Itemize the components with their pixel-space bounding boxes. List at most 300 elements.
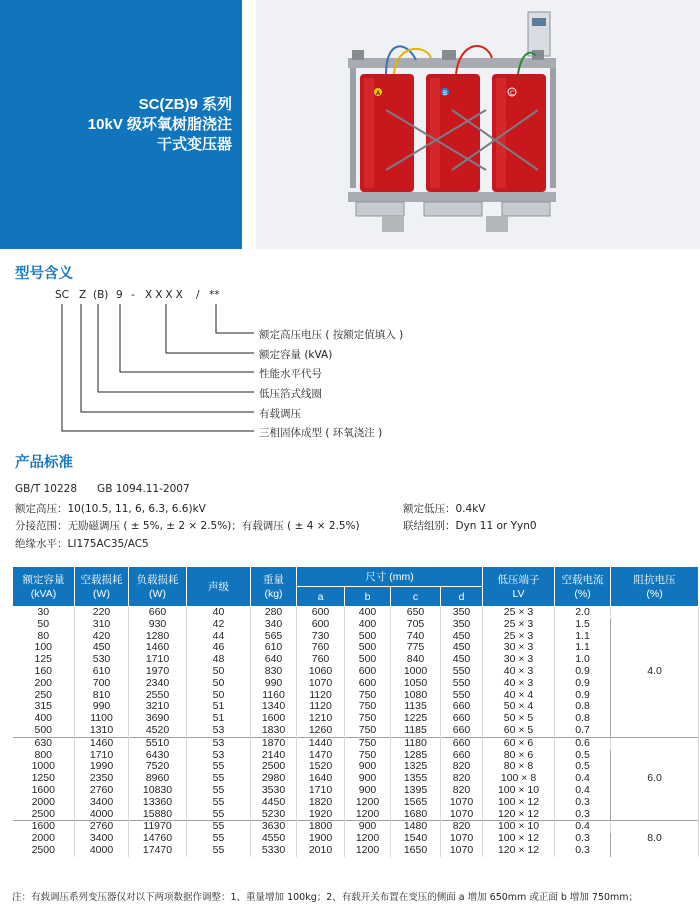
table-cell: 48	[187, 654, 251, 666]
table-cell: 450	[441, 642, 483, 654]
table-cell: 1600	[13, 821, 75, 833]
table-cell: 50	[13, 619, 75, 631]
header-load-loss	[129, 567, 187, 607]
table-cell: 1080	[391, 690, 441, 702]
table-cell: 350	[441, 607, 483, 619]
table-cell: 420	[75, 631, 129, 643]
code-part-z: Z	[79, 289, 87, 301]
table-cell: 900	[345, 773, 391, 785]
header-dim-c: c	[391, 587, 441, 607]
table-cell: 0.9	[555, 690, 611, 702]
header-capacity-label: 额定容量	[22, 573, 65, 586]
impedance-cell: 6.0	[611, 737, 699, 821]
table-cell: 760	[297, 642, 345, 654]
vector-group: 联结组别：Dyn 11 or Yyn0	[403, 520, 537, 532]
table-cell: 50	[187, 690, 251, 702]
table-cell: 51	[187, 701, 251, 713]
table-cell: 100 × 12	[483, 833, 555, 845]
table-cell: 80	[13, 631, 75, 643]
header-impedance-label: 阻抗电压	[633, 573, 676, 586]
table-cell: 820	[441, 773, 483, 785]
table-cell: 500	[345, 654, 391, 666]
spec-table-body	[13, 607, 699, 857]
table-cell: 8960	[129, 773, 187, 785]
table-cell: 1920	[297, 809, 345, 821]
table-cell: 1800	[297, 821, 345, 833]
table-cell: 450	[75, 642, 129, 654]
transformer-illustration	[256, 0, 700, 249]
header-impedance	[611, 567, 699, 607]
table-cell: 1200	[345, 845, 391, 857]
table-cell: 1650	[391, 845, 441, 857]
table-cell: 705	[391, 619, 441, 631]
table-cell: 600	[345, 666, 391, 678]
table-cell: 2500	[13, 845, 75, 857]
table-cell: 2760	[75, 785, 129, 797]
table-cell: 55	[187, 833, 251, 845]
table-cell: 2000	[13, 833, 75, 845]
table-cell: 2760	[75, 821, 129, 833]
table-cell: 3690	[129, 713, 187, 725]
table-cell: 2140	[251, 750, 297, 762]
header-lv-label: 低压端子	[497, 573, 540, 586]
table-cell: 7520	[129, 761, 187, 773]
table-cell: 250	[13, 690, 75, 702]
table-cell: 2350	[75, 773, 129, 785]
table-cell: 990	[75, 701, 129, 713]
insulation-level: 绝缘水平：LI175AC35/AC5	[15, 538, 149, 550]
table-cell: 80 × 8	[483, 761, 555, 773]
rated-hv: 额定高压：10(10.5, 11, 6, 6.3, 6.6)kV	[15, 503, 206, 515]
table-cell: 350	[441, 619, 483, 631]
header-lv-unit: LV	[512, 587, 525, 600]
table-cell: 900	[345, 761, 391, 773]
model-meaning-heading: 型号含义	[15, 266, 73, 282]
table-cell: 600	[345, 678, 391, 690]
table-row	[13, 725, 699, 737]
table-cell: 1070	[441, 833, 483, 845]
table-cell: 500	[345, 631, 391, 643]
table-cell: 1600	[13, 785, 75, 797]
table-cell: 13360	[129, 797, 187, 809]
table-cell: 40	[187, 607, 251, 619]
table-cell: 55	[187, 797, 251, 809]
table-cell: 2010	[297, 845, 345, 857]
table-cell: 0.8	[555, 713, 611, 725]
table-cell: 50 × 4	[483, 701, 555, 713]
header-sound-level: 声级	[187, 567, 251, 607]
table-cell: 1460	[75, 737, 129, 749]
spec-table	[12, 566, 699, 857]
table-cell: 1200	[345, 833, 391, 845]
table-cell: 660	[441, 725, 483, 737]
table-cell: 44	[187, 631, 251, 643]
table-cell: 100 × 10	[483, 821, 555, 833]
table-cell: 53	[187, 737, 251, 749]
table-cell: 1870	[251, 737, 297, 749]
table-row	[13, 785, 699, 797]
table-cell: 100	[13, 642, 75, 654]
header-weight	[251, 567, 297, 607]
table-cell: 80 × 6	[483, 750, 555, 762]
table-cell: 51	[187, 713, 251, 725]
table-cell: 0.9	[555, 666, 611, 678]
table-cell: 3630	[251, 821, 297, 833]
table-cell: 42	[187, 619, 251, 631]
header-weight-unit: (kg)	[264, 587, 283, 600]
table-row	[13, 607, 699, 619]
banner-title-line2: 10kV 级环氧树脂浇注	[87, 116, 232, 133]
table-cell: 1000	[391, 666, 441, 678]
table-row	[13, 809, 699, 821]
code-part-slash: /	[196, 289, 200, 301]
table-row	[13, 797, 699, 809]
phase-c-label: C	[509, 90, 515, 97]
roller-base	[502, 202, 550, 216]
frame-post	[350, 68, 356, 188]
table-cell: 100 × 12	[483, 797, 555, 809]
header-current-label: 空载电流	[561, 573, 604, 586]
table-cell: 1.1	[555, 631, 611, 643]
table-cell: 1.1	[555, 642, 611, 654]
table-cell: 760	[297, 654, 345, 666]
header-capacity	[13, 567, 75, 607]
table-row	[13, 701, 699, 713]
table-cell: 750	[345, 690, 391, 702]
table-cell: 30 × 3	[483, 654, 555, 666]
table-cell: 660	[441, 701, 483, 713]
table-cell: 50 × 5	[483, 713, 555, 725]
table-cell: 740	[391, 631, 441, 643]
code-part-9: 9	[116, 289, 123, 301]
code-part-stars: **	[209, 289, 220, 301]
table-cell: 2500	[251, 761, 297, 773]
table-cell: 1070	[297, 678, 345, 690]
top-clamp	[532, 50, 544, 60]
table-cell: 5510	[129, 737, 187, 749]
table-cell: 1355	[391, 773, 441, 785]
table-cell: 1100	[75, 713, 129, 725]
header-impedance-unit: (%)	[646, 587, 663, 600]
table-cell: 55	[187, 773, 251, 785]
table-row	[13, 654, 699, 666]
table-cell: 3530	[251, 785, 297, 797]
table-cell: 820	[441, 761, 483, 773]
table-row	[13, 631, 699, 643]
table-cell: 0.4	[555, 773, 611, 785]
table-cell: 1280	[129, 631, 187, 643]
table-cell: 53	[187, 750, 251, 762]
table-cell: 0.5	[555, 761, 611, 773]
roller-base	[424, 202, 482, 216]
label-rated-capacity: 额定容量 (kVA)	[259, 349, 333, 361]
table-row	[13, 761, 699, 773]
table-row	[13, 678, 699, 690]
table-cell: 750	[345, 750, 391, 762]
bottom-frame	[348, 192, 556, 202]
table-cell: 1000	[13, 761, 75, 773]
top-clamp	[352, 50, 364, 60]
table-cell: 55	[187, 809, 251, 821]
table-cell: 640	[251, 654, 297, 666]
table-cell: 1070	[441, 797, 483, 809]
table-cell: 1200	[345, 797, 391, 809]
table-cell: 400	[13, 713, 75, 725]
table-cell: 1285	[391, 750, 441, 762]
standard-heading: 产品标准	[15, 455, 73, 471]
table-cell: 200	[13, 678, 75, 690]
header-noload-unit: (W)	[93, 587, 110, 600]
table-cell: 600	[297, 619, 345, 631]
table-cell: 0.3	[555, 833, 611, 845]
table-cell: 1180	[391, 737, 441, 749]
header-dim-b: b	[345, 587, 391, 607]
table-cell: 4550	[251, 833, 297, 845]
table-cell: 565	[251, 631, 297, 643]
table-cell: 775	[391, 642, 441, 654]
table-row	[13, 773, 699, 785]
table-cell: 660	[441, 750, 483, 762]
table-cell: 1260	[297, 725, 345, 737]
table-cell: 660	[441, 713, 483, 725]
table-cell: 50	[187, 666, 251, 678]
table-row	[13, 666, 699, 678]
table-cell: 660	[129, 607, 187, 619]
model-code-leader-lines	[0, 296, 260, 446]
table-cell: 55	[187, 761, 251, 773]
table-cell: 4000	[75, 845, 129, 857]
table-cell: 0.9	[555, 678, 611, 690]
table-cell: 15880	[129, 809, 187, 821]
label-three-phase-cast: 三相固体成型 ( 环氧浇注 )	[259, 427, 383, 439]
table-cell: 0.4	[555, 821, 611, 833]
table-cell: 1120	[297, 690, 345, 702]
foot-rail	[382, 216, 404, 232]
label-rated-hv: 额定高压电压 ( 按额定值填入 )	[259, 329, 404, 341]
table-cell: 630	[13, 737, 75, 749]
table-cell: 1160	[251, 690, 297, 702]
table-cell: 1900	[297, 833, 345, 845]
table-cell: 60 × 6	[483, 737, 555, 749]
table-cell: 1060	[297, 666, 345, 678]
table-cell: 0.8	[555, 701, 611, 713]
table-cell: 1565	[391, 797, 441, 809]
table-cell: 14760	[129, 833, 187, 845]
table-cell: 0.6	[555, 737, 611, 749]
foot-rail	[486, 216, 508, 232]
table-cell: 340	[251, 619, 297, 631]
table-cell: 500	[345, 642, 391, 654]
table-cell: 160	[13, 666, 75, 678]
table-cell: 220	[75, 607, 129, 619]
table-cell: 730	[297, 631, 345, 643]
table-cell: 1250	[13, 773, 75, 785]
product-photo	[256, 0, 700, 249]
table-cell: 2000	[13, 797, 75, 809]
table-cell: 5330	[251, 845, 297, 857]
table-cell: 0.3	[555, 797, 611, 809]
phase-a-label: A	[375, 90, 381, 97]
footnote: 注：有载调压系列变压器仅对以下两项数据作调整：1、重量增加 100kg；2、有载开关布置在变压的侧面 a 增加 650mm 或正面 b 增加 750mm；	[12, 892, 639, 903]
table-cell: 1200	[345, 809, 391, 821]
table-cell: 2.0	[555, 607, 611, 619]
table-cell: 990	[251, 678, 297, 690]
table-cell: 0.7	[555, 725, 611, 737]
banner-title-line1: SC(ZB)9 系列	[138, 96, 232, 113]
header-dimensions: 尺寸 (mm)	[297, 567, 483, 587]
table-cell: 1070	[441, 845, 483, 857]
table-cell: 17470	[129, 845, 187, 857]
table-cell: 2500	[13, 809, 75, 821]
table-cell: 100 × 10	[483, 785, 555, 797]
table-cell: 700	[75, 678, 129, 690]
table-cell: 450	[441, 654, 483, 666]
table-cell: 100 × 8	[483, 773, 555, 785]
table-cell: 125	[13, 654, 75, 666]
roller-base	[356, 202, 404, 216]
table-cell: 6430	[129, 750, 187, 762]
table-cell: 930	[129, 619, 187, 631]
table-cell: 55	[187, 845, 251, 857]
table-cell: 1310	[75, 725, 129, 737]
table-cell: 900	[345, 785, 391, 797]
table-cell: 1710	[297, 785, 345, 797]
table-cell: 840	[391, 654, 441, 666]
table-cell: 3400	[75, 797, 129, 809]
table-cell: 1050	[391, 678, 441, 690]
code-part-xxxx: XXXX	[145, 289, 186, 301]
table-cell: 1440	[297, 737, 345, 749]
table-cell: 820	[441, 785, 483, 797]
table-cell: 55	[187, 785, 251, 797]
table-cell: 60 × 5	[483, 725, 555, 737]
table-cell: 1470	[297, 750, 345, 762]
table-cell: 1325	[391, 761, 441, 773]
coil-b	[426, 74, 480, 192]
table-cell: 810	[75, 690, 129, 702]
header-lv-terminal	[483, 567, 555, 607]
coil-c	[492, 74, 546, 192]
table-cell: 1820	[297, 797, 345, 809]
table-cell: 3400	[75, 833, 129, 845]
table-cell: 4000	[75, 809, 129, 821]
table-cell: 1460	[129, 642, 187, 654]
rated-lv: 额定低压：0.4kV	[403, 503, 486, 515]
table-cell: 120 × 12	[483, 845, 555, 857]
phase-b-label: B	[442, 90, 448, 97]
table-cell: 750	[345, 701, 391, 713]
table-cell: 4520	[129, 725, 187, 737]
table-cell: 1540	[391, 833, 441, 845]
table-cell: 40 × 3	[483, 678, 555, 690]
table-cell: 53	[187, 725, 251, 737]
table-cell: 30 × 3	[483, 642, 555, 654]
frame-post	[550, 68, 556, 188]
coil-a	[360, 74, 414, 192]
table-cell: 750	[345, 713, 391, 725]
header-load-unit: (W)	[149, 587, 166, 600]
table-cell: 610	[251, 642, 297, 654]
table-cell: 1.5	[555, 619, 611, 631]
table-cell: 600	[297, 607, 345, 619]
table-cell: 1480	[391, 821, 441, 833]
table-row	[13, 642, 699, 654]
table-cell: 0.4	[555, 785, 611, 797]
table-cell: 1185	[391, 725, 441, 737]
table-cell: 50	[187, 678, 251, 690]
table-cell: 650	[391, 607, 441, 619]
table-cell: 1990	[75, 761, 129, 773]
header-noload-current	[555, 567, 611, 607]
table-cell: 1135	[391, 701, 441, 713]
code-part-dash: -	[131, 289, 135, 301]
terminal-box-display	[532, 18, 546, 26]
banner-title-line3: 干式变压器	[156, 136, 232, 153]
table-cell: 1225	[391, 713, 441, 725]
table-cell: 2340	[129, 678, 187, 690]
table-cell: 900	[345, 821, 391, 833]
table-cell: 450	[441, 631, 483, 643]
table-cell: 400	[345, 619, 391, 631]
table-cell: 25 × 3	[483, 607, 555, 619]
header-dim-d: d	[441, 587, 483, 607]
table-cell: 120 × 12	[483, 809, 555, 821]
table-cell: 1830	[251, 725, 297, 737]
table-cell: 1.0	[555, 654, 611, 666]
table-cell: 1210	[297, 713, 345, 725]
table-cell: 550	[441, 678, 483, 690]
table-cell: 1600	[251, 713, 297, 725]
table-row	[13, 713, 699, 725]
table-cell: 30	[13, 607, 75, 619]
table-cell: 46	[187, 642, 251, 654]
code-part-b: (B)	[93, 289, 109, 301]
table-cell: 2980	[251, 773, 297, 785]
header-load-label: 负载损耗	[136, 573, 179, 586]
impedance-cell: 8.0	[611, 821, 699, 857]
table-cell: 660	[441, 737, 483, 749]
table-row	[13, 619, 699, 631]
table-cell: 400	[345, 607, 391, 619]
banner-title	[88, 95, 232, 155]
header-noload-label: 空载损耗	[80, 573, 123, 586]
table-cell: 1640	[297, 773, 345, 785]
table-cell: 1120	[297, 701, 345, 713]
table-cell: 10830	[129, 785, 187, 797]
table-cell: 3210	[129, 701, 187, 713]
code-part-sc: SC	[55, 289, 69, 301]
table-cell: 11970	[129, 821, 187, 833]
table-cell: 0.3	[555, 809, 611, 821]
title-banner	[0, 0, 242, 249]
table-cell: 1520	[297, 761, 345, 773]
tap-range: 分接范围：无励磁调压 ( ± 5%, ± 2 × 2.5%)；有载调压 ( ± 4 × 2.5%)	[15, 520, 360, 532]
table-cell: 0.5	[555, 750, 611, 762]
table-cell: 4450	[251, 797, 297, 809]
table-cell: 500	[13, 725, 75, 737]
impedance-cell: 4.0	[611, 607, 699, 738]
table-cell: 550	[441, 666, 483, 678]
standard-codes: GB/T 10228 GB 1094.11-2007	[15, 483, 190, 495]
table-cell: 820	[441, 821, 483, 833]
header-capacity-unit: (kVA)	[30, 587, 57, 600]
table-row	[13, 845, 699, 857]
table-cell: 0.3	[555, 845, 611, 857]
table-cell: 1680	[391, 809, 441, 821]
table-row	[13, 690, 699, 702]
table-cell: 25 × 3	[483, 631, 555, 643]
table-cell: 1340	[251, 701, 297, 713]
